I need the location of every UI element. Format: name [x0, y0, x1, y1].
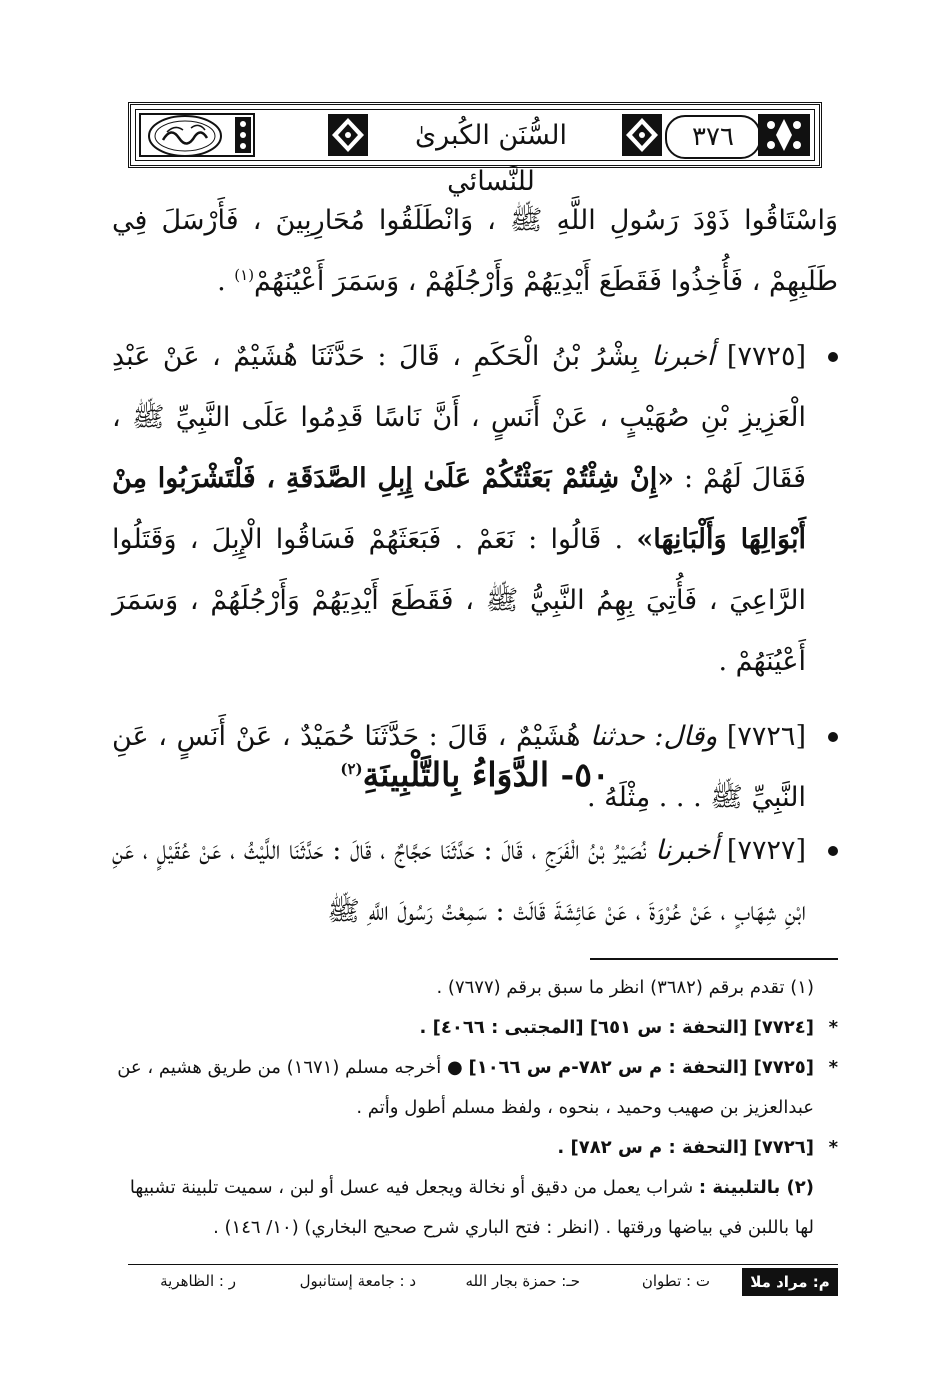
footnote-7725 [112, 1048, 838, 1128]
hadith-text: نُصَيْرُ بْنُ الْفَرَجِ ، قَالَ : حَدَّثَنَا حَجَّاجٌ ، قَالَ : حَدَّثَنَا اللَّيْثُ ، عَنْ عُقَيْلٍ ، عَنِ ابْنِ شِهَابٍ ، عَنْ عُرْوَةَ ، عَنْ عَائِشَةَ قَالَتْ : سَمِعْتُ رَسُولَ اللَّهِ ﷺ [112, 835, 806, 927]
footnote-1 [112, 968, 838, 1008]
footnote-7724-label: [٧٧٢٤] [التحفة : س ٦٥١] [المجتبى : ٤٠٦٦] . [419, 1017, 814, 1038]
hadith-text: بِشْرُ بْنُ الْحَكَمِ ، قَالَ : حَدَّثَنَا هُشَيْمٌ ، عَنْ عَبْدِ الْعَزِيزِ بْنِ صُهَيْبٍ ، عَنْ أَنَسٍ ، أَنَّ نَاسًا قَدِمُوا عَلَى النَّبِيِّ ﷺ ، فَقَالَ لَهُمْ : [112, 341, 806, 494]
page-number: ٣٧٦ [665, 115, 761, 159]
main-text-block-2 [112, 820, 838, 942]
source-t: ت : تطوان [641, 1272, 710, 1290]
continuation-line-2: فَقَطَعَ أَيْدِيَهُمْ وَأَرْجُلَهُمْ ، وَسَمَرَ أَعْيُنَهُمْ [254, 266, 662, 297]
page-header [128, 102, 822, 197]
bullet-icon [828, 732, 838, 742]
chapter-heading [112, 745, 838, 805]
hadith-text: هُشَيْمٌ ، قَالَ : حَدَّثَنَا حُمَيْدٌ ، عَنْ أَنَسٍ ، عَنِ النَّبِيِّ ﷺ . . . مِثْلَهُ . [112, 721, 806, 813]
bullet-icon [828, 352, 838, 362]
ornament-knot-right-icon [621, 113, 663, 157]
ornament-right-icon [757, 113, 811, 157]
ornament-knot-left-icon [327, 113, 369, 157]
main-text-block [112, 190, 838, 828]
footnote-2-label: (٢) بالتلبينة : [698, 1177, 814, 1198]
hadith-text-cont: . قَالُوا : نَعَمْ . فَبَعَثَهُمْ فَسَاقُوا الْإِبِلَ ، وَقَتَلُوا الرَّاعِيَ ، فَأُتِيَ بِهِمُ النَّبِيُّ ﷺ ، فَقَطَعَ أَيْدِيَهُمْ وَأَرْجُلَهُمْ ، وَسَمَرَ أَعْيُنَهُمْ . [112, 524, 806, 677]
continuation-paragraph [112, 190, 838, 312]
hadith-number: [٧٧٢٦] [726, 721, 806, 752]
hadith-number: [٧٧٢٥] [726, 341, 806, 372]
source-d: د : جامعة إستانبول [299, 1272, 416, 1290]
star-icon: * [828, 1057, 838, 1078]
continuation-end: . [217, 266, 235, 297]
hadith-7725 [112, 326, 838, 692]
hadith-number: [٧٧٢٧] [726, 835, 807, 866]
source-badge-m: م: مراد ملا [742, 1268, 838, 1296]
footnote-2 [112, 1168, 838, 1248]
star-icon: * [828, 1017, 838, 1038]
bullet-icon [828, 846, 838, 856]
footnote-7725-label: [٧٧٢٥] [التحفة : م س ٧٨٢-م س ١٠٦٦] [468, 1057, 814, 1078]
bottom-divider [128, 1264, 838, 1265]
star-icon: * [828, 1137, 838, 1158]
footnote-7726 [112, 1128, 838, 1168]
book-seal-logo [145, 112, 225, 160]
footnote-1-text: (١) تقدم برقم (٣٦٨٢) انظر ما سبق برقم (٧٦٧٧) . [436, 977, 814, 998]
footnote-ref-2: (٢) [340, 760, 363, 778]
hadith-chain-verb: أخبرنا [651, 341, 715, 372]
footnote-ref-1: (١) [234, 266, 255, 284]
hadith-7727 [112, 820, 838, 942]
footnote-7724 [112, 1008, 838, 1048]
hadith-chain-verb: أخبرنا [655, 835, 719, 866]
hadith-chain-verb: وقال: حدثنا [590, 721, 718, 752]
manuscript-sources-bar [128, 1268, 838, 1298]
hadith-matn: «إِنْ شِئْتُمْ بَعَثْتُكُمْ عَلَىٰ إِبِلِ الصَّدَقَةِ ، فَلْتَشْرَبُوا مِنْ أَبْوَالِهَا وَأَلْبَانِهَا» [112, 463, 806, 555]
source-h: حـ: حمزة بجار الله [465, 1272, 580, 1290]
footnote-7725-text: ● أخرجه مسلم (١٦٧١) من طريق هشيم ، عن عبدالعزيز بن صهيب وحميد ، بنحوه ، ولفظ مسلم أطول وأتم . [117, 1057, 814, 1118]
chapter-title-text: ٥٠- الدَّوَاءُ بِالتَّلْبِينَةِ [362, 755, 610, 794]
continuation-line-1: وَاسْتَاقُوا ذَوْدَ رَسُولِ اللَّهِ ﷺ ، وَانْطَلَقُوا مُحَارِبِينَ ، فَأَرْسَلَ فِي طَلَبِهِمْ ، فَأُخِذُوا [112, 205, 838, 297]
footnotes [112, 968, 838, 1248]
footnote-divider [590, 958, 838, 960]
footnote-2-text: شراب يعمل من دقيق أو نخالة ويجعل فيه عسل أو لبن ، سميت تلبينة تشبيها لها باللبن في بياضها ورقتها . (انظر : فتح الباري شرح صحيح البخاري) (١٠/ ١٤٦) . [129, 1177, 814, 1238]
footnote-7726-label: [٧٧٢٦] [التحفة : م س ٧٨٢] . [557, 1137, 814, 1158]
source-r: ر : الظاهرية [160, 1272, 236, 1290]
book-title: السُّنَن الكُبرىٰ للنَّسائي [415, 120, 567, 197]
